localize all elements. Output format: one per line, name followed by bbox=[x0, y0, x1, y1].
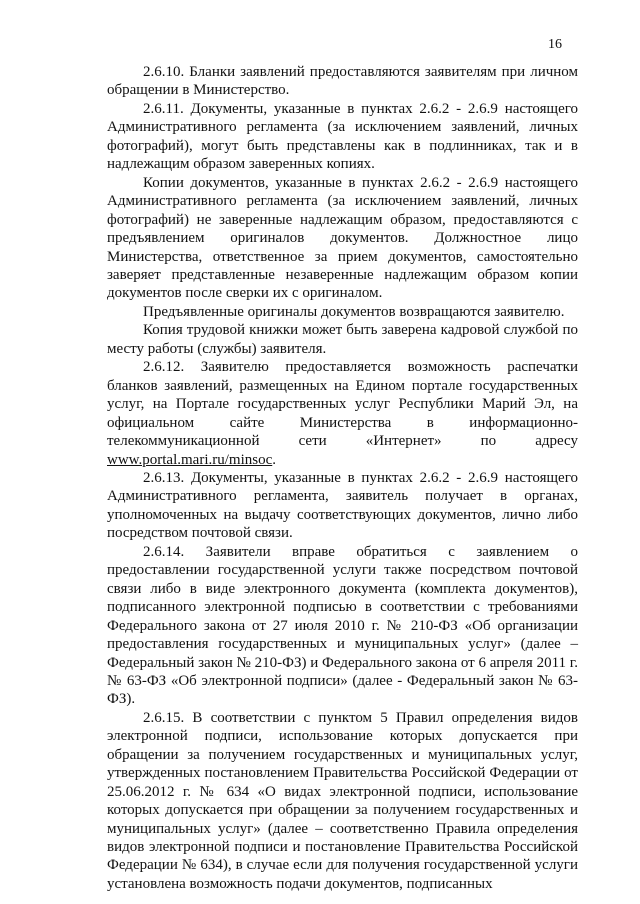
paragraph-2-6-14: 2.6.14. Заявители вправе обратиться с заявлением о предоставлении государственной услуги также посредством почтовой связи либо в виде электронного документа (комплекта документов), подписанного электронной подписью в соответствии с требованиями Федерального закона от 27 июля 2010 г. № 210-ФЗ «Об организации предоставления государственных и муниципальных услуг» (далее – Федеральный закон № 210-ФЗ) и Федерального закона от 6 апреля 2011 г. № 63-ФЗ «Об электронной подписи» (далее - Федеральный закон № 63-ФЗ). bbox=[107, 543, 578, 708]
paragraph-2-6-11: 2.6.11. Документы, указанные в пунктах 2.6.2 - 2.6.9 настоящего Административного регламента (за исключением заявлений, личных фотографий), могут быть представлены как в подлинниках, так и в надлежащим образом заверенных копиях. bbox=[107, 100, 578, 173]
paragraph-work-book-copy: Копия трудовой книжки может быть заверена кадровой службой по месту работы (службы) заявителя. bbox=[107, 322, 578, 357]
portal-link[interactable]: www.portal.mari.ru/minsoc bbox=[107, 451, 273, 468]
paragraph-2-6-13: 2.6.13. Документы, указанные в пунктах 2.6.2 - 2.6.9 настоящего Административного регламента, заявитель получает в органах, уполномоченных на выдачу соответствующих документов, лично либо посредством почтовой связи. bbox=[107, 469, 578, 542]
paragraph-2-6-12-end: . bbox=[272, 451, 276, 468]
paragraph-2-6-15: 2.6.15. В соответствии с пунктом 5 Правил определения видов электронной подписи, использование которых допускается при обращении за получением государственных и муниципальных услуг, утвержденных постановлением Правительства Российской Федерации от 25.06.2012 г. № 634 «О видах электронной подписи, использование которых допускается при обращении за получением государственных и муниципальных услуг» (далее – соответственно Правила определения видов электронной подписи и постановление Правительства Российской Федерации № 634), в случае если для получения государственной услуги установлена возможность подачи документов, подписанных bbox=[107, 709, 578, 892]
paragraph-2-6-12 bbox=[107, 358, 578, 469]
paragraph-2-6-10: 2.6.10. Бланки заявлений предоставляются заявителям при личном обращении в Министерство. bbox=[107, 64, 578, 99]
page-number: 16 bbox=[548, 37, 562, 52]
document-body bbox=[107, 63, 578, 893]
paragraph-copies: Копии документов, указанные в пунктах 2.6.2 - 2.6.9 настоящего Административного регламента (за исключением заявлений, личных фотографий) не заверенные надлежащим образом, предоставляются с предъявлением оригиналов документов. Должностное лицо Министерства, ответственное за прием документов, самостоятельно заверяет представленные незаверенные надлежащим образом копии документов после сверки их с оригиналом. bbox=[107, 174, 578, 302]
paragraph-2-6-12-text: 2.6.12. Заявителю предоставляется возможность распечатки бланков заявлений, размещенных на Едином портале государственных услуг, на Портале государственных услуг Республики Марий Эл, на официальном сайте Министерства в информационно-телекоммуникационной сети «Интернет» по адресу bbox=[107, 359, 578, 450]
paragraph-originals-returned: Предъявленные оригиналы документов возвращаются заявителю. bbox=[143, 303, 565, 320]
